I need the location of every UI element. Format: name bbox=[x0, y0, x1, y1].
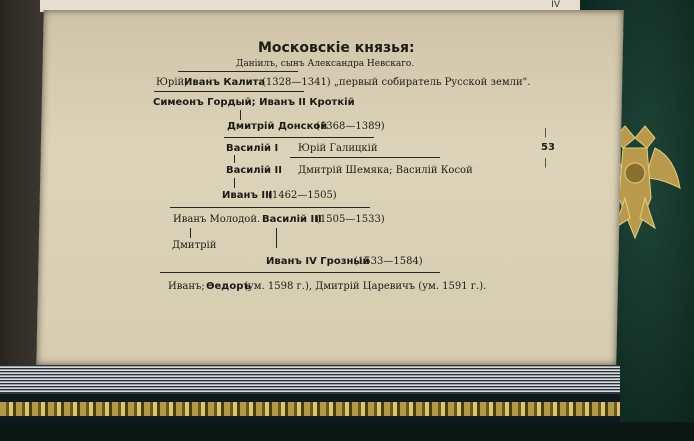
side-page-number: 53 bbox=[541, 142, 555, 153]
rule-2 bbox=[154, 91, 304, 92]
name-dmitry: Дмитрій bbox=[172, 240, 217, 251]
rule-3 bbox=[224, 137, 374, 138]
page-title: Московскіе князья: bbox=[258, 40, 415, 56]
connector-3 bbox=[234, 178, 235, 188]
name-vasily3: Василій III bbox=[262, 214, 322, 225]
side-mark-top: | bbox=[544, 128, 548, 138]
connector-1 bbox=[240, 110, 241, 120]
rule-6 bbox=[160, 272, 440, 273]
rule-5 bbox=[170, 207, 370, 208]
name-vasily1: Василій I bbox=[226, 143, 279, 154]
ivan3-dates: (1462—1505) bbox=[268, 190, 337, 201]
name-vasily2: Василій II bbox=[226, 165, 282, 176]
name-ivan-son: Иванъ; bbox=[168, 281, 205, 292]
name-ivan-molodoy: Иванъ Молодой. bbox=[173, 214, 261, 225]
connector-2 bbox=[234, 155, 235, 163]
vasily3-dates: (1505—1533) bbox=[316, 214, 385, 225]
gilt-ornament-border bbox=[0, 402, 620, 416]
name-ivan3: Иванъ III bbox=[222, 190, 273, 201]
name-fedor: Ѳедоръ bbox=[206, 281, 251, 292]
line-daniil: Даніилъ, сынъ Александра Невскаго. bbox=[236, 59, 415, 69]
fedor-dmitry-note: (ум. 1598 г.), Дмитрій Царевичъ (ум. 1591 г.). bbox=[244, 281, 487, 292]
name-simeon-ivan2: Симеонъ Гордый; Иванъ II Кроткій bbox=[153, 97, 355, 108]
ivan-kalita-note: (1328—1341) „первый собиратель Русской земли". bbox=[262, 77, 531, 88]
connector-5 bbox=[276, 228, 277, 248]
name-ivan-grozny: Иванъ IV Грозный bbox=[266, 256, 370, 267]
rule-4 bbox=[290, 157, 440, 158]
connector-4 bbox=[190, 228, 191, 238]
header-fragment: IV bbox=[551, 0, 560, 10]
name-yuri-galitsky: Юрій Галицкій bbox=[298, 143, 378, 154]
name-dmitry-donskoy: Дмитрій Донской bbox=[227, 121, 328, 132]
dmitry-dates: (1368—1389) bbox=[316, 121, 385, 132]
name-yuri: Юрій; bbox=[156, 77, 188, 88]
name-ivan-kalita: Иванъ Калита bbox=[184, 77, 266, 88]
bottom-background bbox=[0, 422, 694, 441]
side-mark-bottom: | bbox=[544, 158, 548, 168]
rule-1 bbox=[178, 71, 298, 72]
page-edges bbox=[0, 365, 620, 395]
name-shemyaka-kosoy: Дмитрій Шемяка; Василій Косой bbox=[298, 165, 473, 176]
ivan4-dates: (1533—1584) bbox=[354, 256, 423, 267]
